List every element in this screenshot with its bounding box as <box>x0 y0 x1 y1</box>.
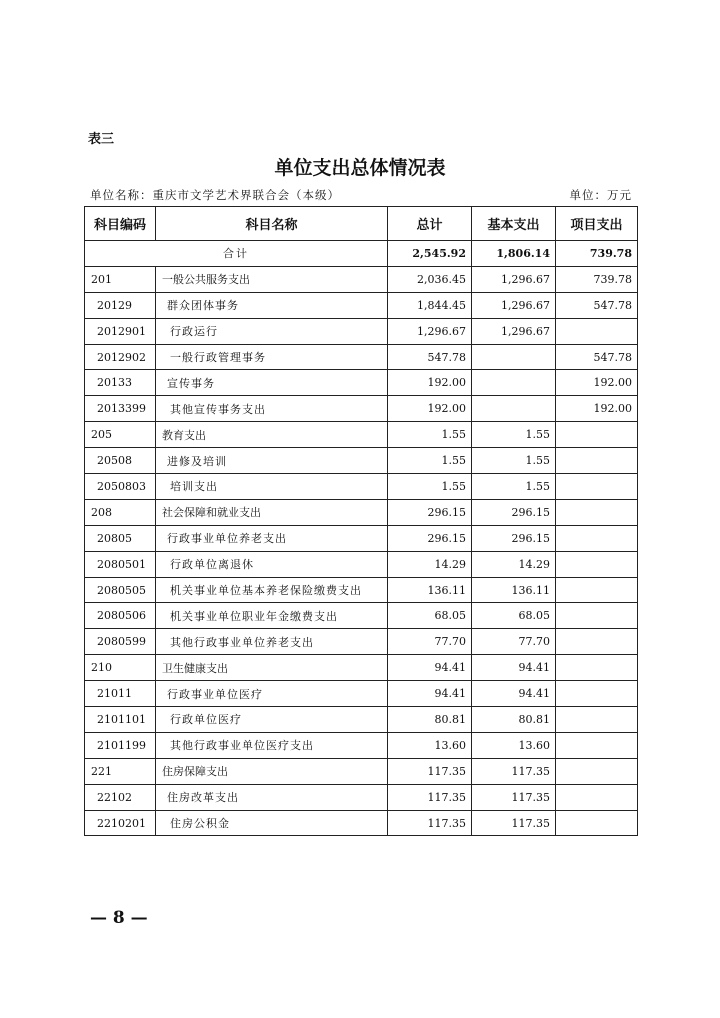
cell-code: 2012902 <box>85 344 156 370</box>
cell-code: 21011 <box>85 681 156 707</box>
unit-label: 单位：万元 <box>569 188 632 202</box>
cell-code: 201 <box>85 266 156 292</box>
cell-code: 208 <box>85 499 156 525</box>
cell-code: 2101199 <box>85 732 156 758</box>
cell-project <box>556 499 638 525</box>
cell-total: 14.29 <box>388 551 472 577</box>
cell-name: 一般行政管理事务 <box>156 344 388 370</box>
total-label: 合计 <box>85 241 388 267</box>
table-row <box>85 732 638 758</box>
cell-basic: 1,296.67 <box>472 292 556 318</box>
cell-basic: 136.11 <box>472 577 556 603</box>
cell-code: 2012901 <box>85 318 156 344</box>
cell-name: 宣传事务 <box>156 370 388 396</box>
cell-project <box>556 707 638 733</box>
cell-total: 192.00 <box>388 370 472 396</box>
cell-code: 2050803 <box>85 474 156 500</box>
table-row <box>85 758 638 784</box>
cell-basic: 296.15 <box>472 499 556 525</box>
cell-code: 20133 <box>85 370 156 396</box>
cell-project <box>556 655 638 681</box>
page-number: — 8 — <box>90 908 148 928</box>
cell-basic: 1,296.67 <box>472 266 556 292</box>
cell-total: 94.41 <box>388 655 472 681</box>
column-header-project: 项目支出 <box>556 207 638 241</box>
table-row <box>85 810 638 836</box>
cell-name: 行政单位医疗 <box>156 707 388 733</box>
total-sum: 2,545.92 <box>388 241 472 267</box>
cell-project: 739.78 <box>556 266 638 292</box>
cell-basic: 1.55 <box>472 448 556 474</box>
total-basic: 1,806.14 <box>472 241 556 267</box>
cell-name: 行政事业单位养老支出 <box>156 525 388 551</box>
column-header-code: 科目编码 <box>85 207 156 241</box>
cell-basic: 14.29 <box>472 551 556 577</box>
cell-project <box>556 810 638 836</box>
table-row <box>85 525 638 551</box>
cell-name: 其他宣传事务支出 <box>156 396 388 422</box>
table-row <box>85 499 638 525</box>
cell-name: 其他行政事业单位养老支出 <box>156 629 388 655</box>
cell-total: 136.11 <box>388 577 472 603</box>
cell-code: 2080599 <box>85 629 156 655</box>
cell-total: 80.81 <box>388 707 472 733</box>
cell-name: 行政事业单位医疗 <box>156 681 388 707</box>
cell-code: 2080506 <box>85 603 156 629</box>
cell-total: 192.00 <box>388 396 472 422</box>
unit-name: 单位名称：重庆市文学艺术界联合会（本级） <box>90 188 340 202</box>
cell-total: 547.78 <box>388 344 472 370</box>
table-header-row <box>85 207 638 241</box>
total-row <box>85 241 638 267</box>
cell-total: 77.70 <box>388 629 472 655</box>
cell-name: 住房改革支出 <box>156 784 388 810</box>
cell-basic: 94.41 <box>472 681 556 707</box>
table-row <box>85 681 638 707</box>
cell-project <box>556 474 638 500</box>
cell-basic: 117.35 <box>472 758 556 784</box>
cell-name: 行政运行 <box>156 318 388 344</box>
table-label: 表三 <box>88 132 115 147</box>
cell-project: 192.00 <box>556 396 638 422</box>
cell-project <box>556 551 638 577</box>
cell-total: 1,296.67 <box>388 318 472 344</box>
cell-name: 培训支出 <box>156 474 388 500</box>
cell-code: 20508 <box>85 448 156 474</box>
table-row <box>85 318 638 344</box>
cell-basic: 1,296.67 <box>472 318 556 344</box>
cell-name: 一般公共服务支出 <box>156 266 388 292</box>
cell-name: 其他行政事业单位医疗支出 <box>156 732 388 758</box>
cell-basic <box>472 396 556 422</box>
cell-total: 2,036.45 <box>388 266 472 292</box>
cell-name: 行政单位离退休 <box>156 551 388 577</box>
cell-project <box>556 422 638 448</box>
table-row <box>85 422 638 448</box>
cell-project <box>556 318 638 344</box>
cell-project <box>556 629 638 655</box>
cell-name: 机关事业单位职业年金缴费支出 <box>156 603 388 629</box>
cell-total: 1,844.45 <box>388 292 472 318</box>
cell-code: 2101101 <box>85 707 156 733</box>
cell-name: 卫生健康支出 <box>156 655 388 681</box>
cell-code: 2210201 <box>85 810 156 836</box>
table-row <box>85 603 638 629</box>
cell-name: 住房公积金 <box>156 810 388 836</box>
cell-basic: 68.05 <box>472 603 556 629</box>
cell-basic: 13.60 <box>472 732 556 758</box>
table-row <box>85 655 638 681</box>
cell-project <box>556 577 638 603</box>
cell-code: 221 <box>85 758 156 784</box>
cell-project <box>556 681 638 707</box>
table-row <box>85 266 638 292</box>
table-row <box>85 551 638 577</box>
cell-name: 进修及培训 <box>156 448 388 474</box>
cell-total: 117.35 <box>388 758 472 784</box>
table-row <box>85 629 638 655</box>
table-row <box>85 707 638 733</box>
cell-code: 210 <box>85 655 156 681</box>
table-row <box>85 370 638 396</box>
cell-basic: 77.70 <box>472 629 556 655</box>
column-header-total: 总计 <box>388 207 472 241</box>
cell-total: 68.05 <box>388 603 472 629</box>
cell-name: 教育支出 <box>156 422 388 448</box>
table-row <box>85 344 638 370</box>
cell-basic: 1.55 <box>472 474 556 500</box>
cell-total: 1.55 <box>388 474 472 500</box>
table-row <box>85 292 638 318</box>
cell-name: 群众团体事务 <box>156 292 388 318</box>
column-header-name: 科目名称 <box>156 207 388 241</box>
cell-project: 192.00 <box>556 370 638 396</box>
cell-code: 2080501 <box>85 551 156 577</box>
cell-total: 296.15 <box>388 525 472 551</box>
cell-project: 547.78 <box>556 344 638 370</box>
cell-code: 2013399 <box>85 396 156 422</box>
cell-total: 94.41 <box>388 681 472 707</box>
cell-basic <box>472 344 556 370</box>
table-row <box>85 474 638 500</box>
cell-code: 2080505 <box>85 577 156 603</box>
total-project: 739.78 <box>556 241 638 267</box>
cell-code: 20805 <box>85 525 156 551</box>
table-row <box>85 577 638 603</box>
cell-project <box>556 732 638 758</box>
cell-total: 13.60 <box>388 732 472 758</box>
cell-project <box>556 603 638 629</box>
cell-project <box>556 784 638 810</box>
column-header-basic: 基本支出 <box>472 207 556 241</box>
table-row <box>85 396 638 422</box>
cell-code: 22102 <box>85 784 156 810</box>
page-title: 单位支出总体情况表 <box>274 157 446 179</box>
cell-basic: 117.35 <box>472 810 556 836</box>
cell-basic: 117.35 <box>472 784 556 810</box>
cell-basic: 296.15 <box>472 525 556 551</box>
cell-project <box>556 525 638 551</box>
cell-basic: 80.81 <box>472 707 556 733</box>
cell-basic: 94.41 <box>472 655 556 681</box>
cell-basic: 1.55 <box>472 422 556 448</box>
cell-code: 20129 <box>85 292 156 318</box>
cell-name: 机关事业单位基本养老保险缴费支出 <box>156 577 388 603</box>
table-row <box>85 448 638 474</box>
cell-total: 1.55 <box>388 448 472 474</box>
expenditure-table <box>84 206 638 836</box>
cell-code: 205 <box>85 422 156 448</box>
cell-total: 117.35 <box>388 810 472 836</box>
cell-project <box>556 758 638 784</box>
table-row <box>85 784 638 810</box>
cell-basic <box>472 370 556 396</box>
cell-name: 住房保障支出 <box>156 758 388 784</box>
cell-project <box>556 448 638 474</box>
cell-name: 社会保障和就业支出 <box>156 499 388 525</box>
cell-total: 296.15 <box>388 499 472 525</box>
cell-total: 1.55 <box>388 422 472 448</box>
cell-project: 547.78 <box>556 292 638 318</box>
cell-total: 117.35 <box>388 784 472 810</box>
